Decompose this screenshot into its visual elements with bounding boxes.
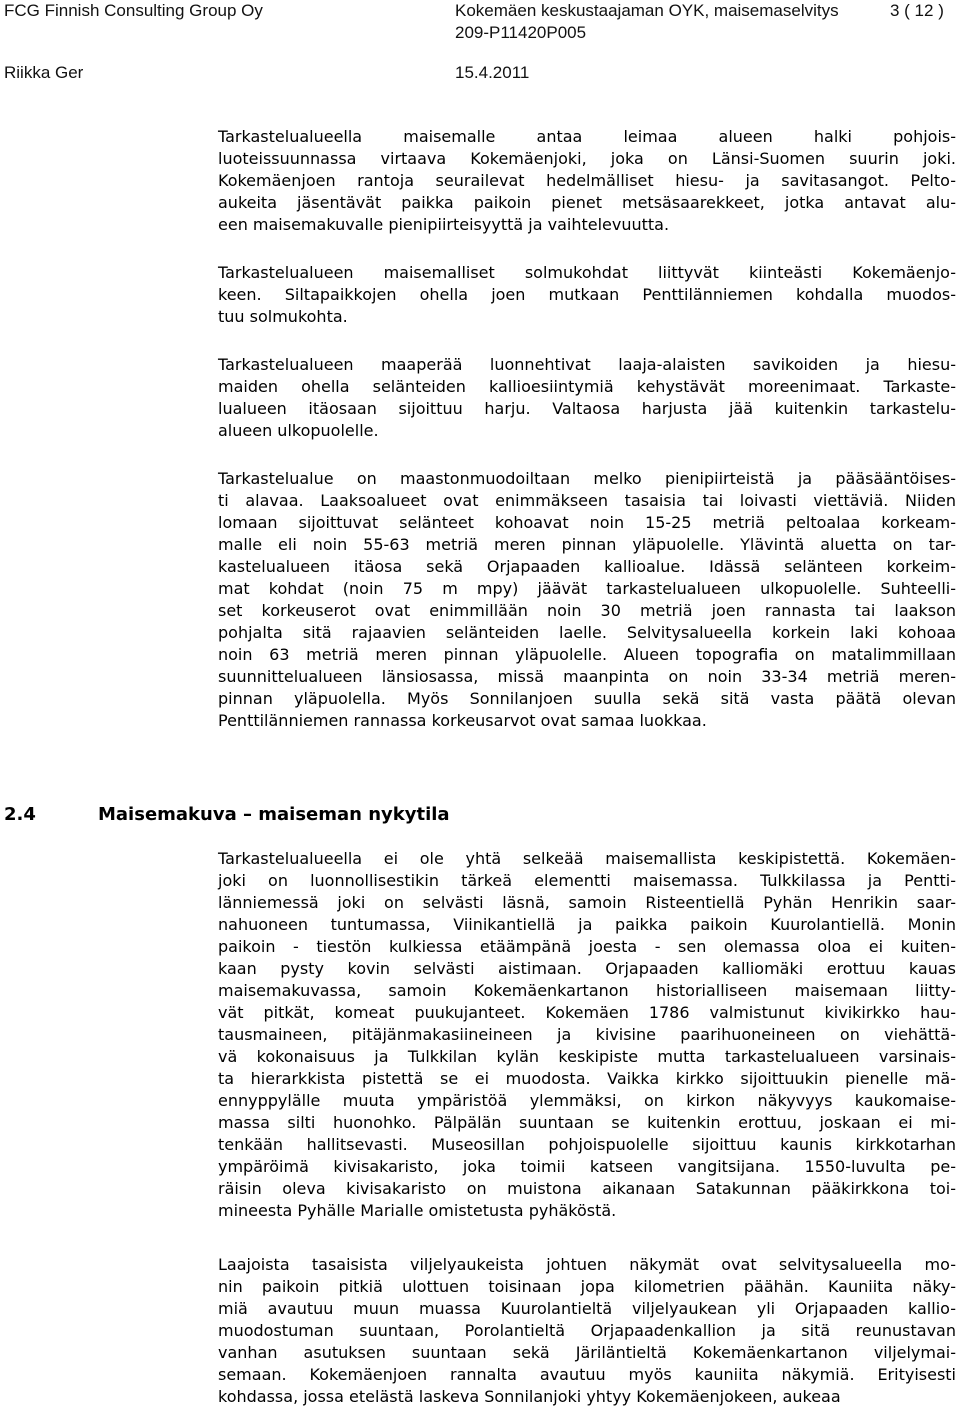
paragraph-line: mineesta Pyhälle Marialle omistetusta pyhäköstä. xyxy=(218,1201,617,1220)
paragraph-line: Tarkastelualueella maisemalle antaa leimaa alueen halki pohjois- xyxy=(218,127,956,146)
paragraph-line: kastelualueen itäosa sekä Orjapaaden kallioalue. Idässä selänteen korkeim- xyxy=(218,557,956,576)
paragraph-line: Tarkastelualue on maastonmuodoiltaan melko pienipiirteistä ja pääsääntöises- xyxy=(218,469,956,488)
paragraph-line: tenkään hallitsevasti. Museosillan pohjoispuolelle sijoittuu kaunis kirkkotarhan xyxy=(218,1135,956,1154)
paragraph-line: muodostuman suuntaan, Porolantieltä Orjapaadenkallion ja sitä reunustavan xyxy=(218,1321,956,1340)
paragraph-line: keen. Siltapaikkojen ohella joen mutkaan Penttilänniemen kohdalla muodos- xyxy=(218,285,956,304)
paragraph-line: kaan pysty kovin selvästi aistimaan. Orjapaaden kalliomäki erottuu kauas xyxy=(218,959,956,978)
paragraph-line: ympäröimä kivisakaristo, joka toimii katseen vangitsijana. 1550-luvulta pe- xyxy=(218,1157,956,1176)
paragraph-line: ta hierarkkista pistettä se ei muodosta. Vaikka kirkko sijoittuukin pienelle mä- xyxy=(218,1069,956,1088)
paragraph-line: Penttilänniemen rannassa korkeusarvot ovat samaa luokkaa. xyxy=(218,711,707,730)
paragraph-line: suunnittelualueen länsiosassa, missä maanpinta on noin 33-34 metriä meren- xyxy=(218,667,956,686)
paragraph-line: Tarkastelualueen maaperää luonnehtivat laaja-alaisten savikoiden ja hiesu- xyxy=(218,355,956,374)
paragraph-line: vä kokonaisuus ja Tulkkilan kylän keskipiste mutta tarkastelualueen varsinais- xyxy=(218,1047,956,1066)
paragraph-3 xyxy=(218,354,956,442)
paragraph-line: lualueen itäosaan sijoittuu harju. Valtaosa harjusta jää kuitenkin tarkastelu- xyxy=(218,399,956,418)
paragraph-line: nahuoneen tuntumassa, Viinikantiellä ja paikka paikoin Kuurolantiellä. Monin xyxy=(218,915,956,934)
paragraph-line: joki on luonnollisestikin tärkeä elementti maisemassa. Tulkkilassa ja Pentti- xyxy=(218,871,956,890)
paragraph-line: miä avautuu muun muassa Kuurolantieltä viljelyaukean yli Orjapaaden kallio- xyxy=(218,1299,956,1318)
document-title: Kokemäen keskustaajaman OYK, maisemaselvitys xyxy=(455,1,839,20)
company-name: FCG Finnish Consulting Group Oy xyxy=(4,1,263,20)
paragraph-5 xyxy=(218,848,956,1222)
paragraph-line: massa silti huonohko. Pälpälän suuntaan se kuitenkin erottuu, joskaan ei mi- xyxy=(218,1113,956,1132)
paragraph-line: pohjalta sitä rajaavien selänteiden laelle. Selvitysalueella korkein laki kohoaa xyxy=(218,623,956,642)
paragraph-line: maiden ohella selänteiden kallioesiintymiä kehystävät moreenimaat. Tarkaste- xyxy=(218,377,956,396)
section-title: Maisemakuva – maiseman nykytila xyxy=(98,804,450,825)
paragraph-line: lomaan sijoittuvat selänteet kohoavat noin 15-25 metriä peltoalaa korkeam- xyxy=(218,513,956,532)
paragraph-line: Tarkastelualueella ei ole yhtä selkeää maisemallista keskipistettä. Kokemäen- xyxy=(218,849,956,868)
paragraph-line: pinnan yläpuolella. Myös Sonnilanjoen suulla sekä sitä vasta päätä olevan xyxy=(218,689,956,708)
paragraph-line: aukeita jäsentävät paikka paikoin pienet metsäsaarekkeet, jotka antavat alu- xyxy=(218,193,956,212)
paragraph-line: noin 63 metriä meren pinnan yläpuolelle. Alueen topografia on matalimmillaan xyxy=(218,645,956,664)
paragraph-line: set korkeuserot ovat enimmillään noin 30 metriä joen rannasta tai laakson xyxy=(218,601,956,620)
paragraph-line: Laajoista tasaisista viljelyaukeista johtuen näkymät ovat selvitysalueella mo- xyxy=(218,1255,956,1274)
paragraph-line: tuu solmukohta. xyxy=(218,307,348,326)
paragraph-line: luoteissuunnassa virtaava Kokemäenjoki, joka on Länsi-Suomen suurin joki. xyxy=(218,149,956,168)
paragraph-line: malle eli noin 55-63 metriä meren pinnan yläpuolelle. Ylävintä aluetta on tar- xyxy=(218,535,956,554)
paragraph-line: een maisemakuvalle pienipiirteisyyttä ja vaihtelevuutta. xyxy=(218,215,670,234)
paragraph-4 xyxy=(218,468,956,732)
paragraph-line: nin paikoin pitkiä ulottuen toisinaan jopa kilometrien päähän. Kauniita näky- xyxy=(218,1277,956,1296)
page-number: 3 ( 12 ) xyxy=(890,1,944,20)
paragraph-line: räisin oleva kivisakaristo on muistona aikanaan Satakunnan pääkirkkona toi- xyxy=(218,1179,956,1198)
paragraph-line: länniemessä joki on selvästi läsnä, samoin Risteentiellä Pyhän Henrikin saar- xyxy=(218,893,956,912)
paragraph-line: kohdassa, jossa etelästä laskeva Sonnilanjoki yhtyy Kokemäenjokeen, aukeaa xyxy=(218,1387,841,1406)
paragraph-1 xyxy=(218,126,956,236)
section-number: 2.4 xyxy=(4,804,36,825)
paragraph-2 xyxy=(218,262,956,328)
document-date: 15.4.2011 xyxy=(455,63,530,82)
paragraph-line: paikoin - tiestön kulkiessa etäämpänä joesta - sen olemassa oloa ei kuiten- xyxy=(218,937,956,956)
paragraph-line: alueen ulkopuolelle. xyxy=(218,421,379,440)
paragraph-line: ti alavaa. Laaksoalueet ovat enimmäkseen tasaisia tai loivasti viettäviä. Niiden xyxy=(218,491,956,510)
paragraph-line: mat kohdat (noin 75 m mpy) jäävät tarkastelualueen ulkopuolelle. Suhteelli- xyxy=(218,579,956,598)
author-name: Riikka Ger xyxy=(4,63,84,82)
paragraph-line: maisemakuvassa, samoin Kokemäenkartanon historialliseen maisemaan liitty- xyxy=(218,981,956,1000)
paragraph-line: Tarkastelualueen maisemalliset solmukohdat liittyvät kiinteästi Kokemäenjo- xyxy=(218,263,956,282)
project-code: 209-P11420P005 xyxy=(455,23,587,42)
paragraph-line: tausmaineen, pitäjänmakasiineineen ja kivisine paarihuoneineen on viehättä- xyxy=(218,1025,956,1044)
paragraph-line: semaan. Kokemäenjoen rannalta avautuu myös kauniita näkymiä. Erityisesti xyxy=(218,1365,956,1384)
paragraph-6 xyxy=(218,1254,956,1408)
paragraph-line: Kokemäenjoen rantoja seurailevat hedelmälliset hiesu- ja savitasangot. Pelto- xyxy=(218,171,956,190)
paragraph-line: ennyppylälle muuta ympäristöä ylemmäksi, on kirkon näkyvyys kaukomaise- xyxy=(218,1091,956,1110)
paragraph-line: vanhan asutuksen suuntaan sekä Järiläntieltä Kokemäenkartanon viljelymai- xyxy=(218,1343,956,1362)
paragraph-line: vät pitkät, komeat puukujanteet. Kokemäen 1786 valmistunut kivikirkko hau- xyxy=(218,1003,956,1022)
